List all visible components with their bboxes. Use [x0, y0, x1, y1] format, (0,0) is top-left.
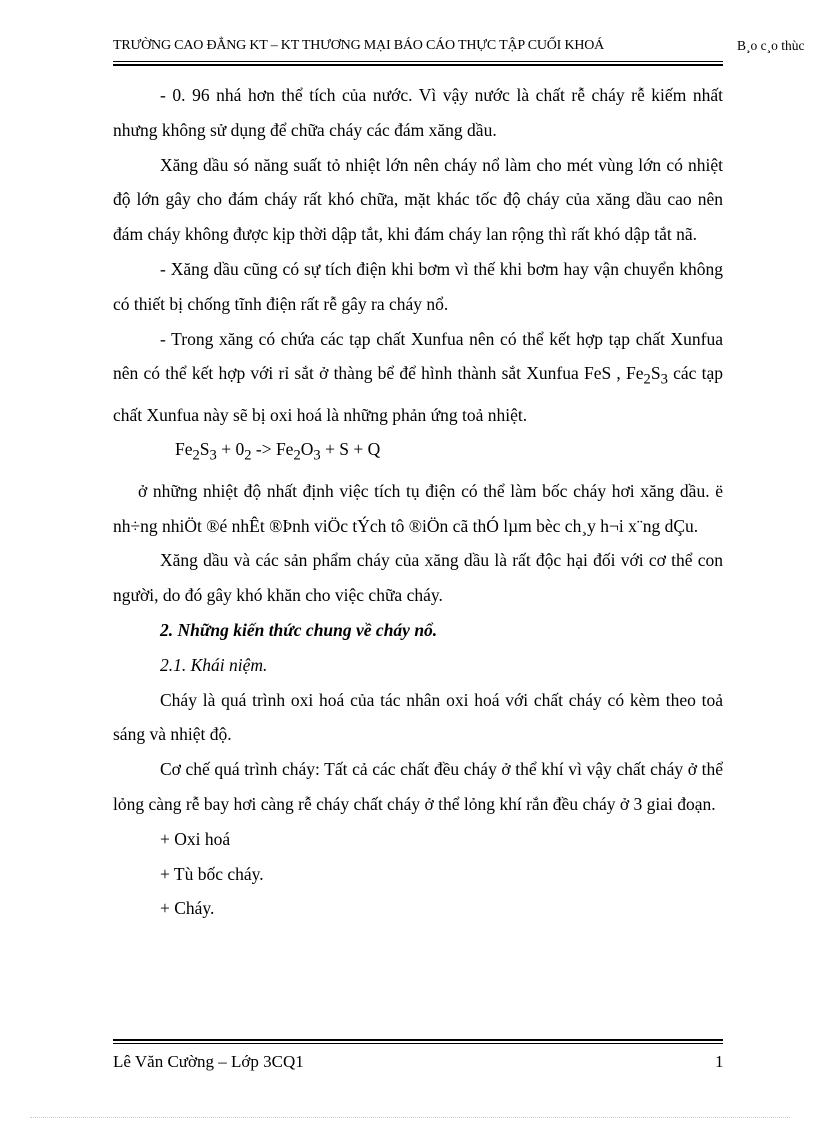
paragraph-8: Cơ chế quá trình cháy: Tất cả các chất đều cháy ở thể khí vì vậy chất cháy ở thể lỏng càng rễ bay hơi càng rễ cháy chất cháy ở thể lỏng khí rắn đều cháy ở 3 giai đoạn.	[113, 759, 723, 814]
footer-rule	[113, 1043, 723, 1044]
formula-sub: 2	[244, 447, 252, 464]
subsection-heading: 2.1. Khái niệm.	[160, 654, 268, 675]
formula-part: -> Fe	[251, 439, 294, 460]
chemical-formula	[113, 432, 723, 473]
page-number: 1	[715, 1052, 724, 1071]
formula-sub: 2	[192, 447, 200, 464]
list-item: + Cháy.	[160, 898, 215, 919]
formula-part: Fe	[175, 439, 193, 460]
formula-sub: 2	[293, 447, 301, 464]
header-rule	[113, 61, 723, 62]
p4-sub-2: 3	[660, 371, 668, 388]
formula-part: + 0	[216, 439, 245, 460]
paragraph-7: Cháy là quá trình oxi hoá của tác nhân oxi hoá với chất cháy có kèm theo toả sáng và nhiệt độ.	[113, 689, 723, 745]
document-body	[113, 78, 723, 926]
paragraph-4	[113, 322, 723, 433]
page-header	[113, 38, 816, 62]
paragraph-1: - 0. 96 nhá hơn thể tích của nước. Vì vậy nước là chất rễ cháy rễ kiếm nhất nhưng không sử dụng để chữa cháy các đám xăng dầu.	[113, 85, 723, 140]
list-item: + Tù bốc cháy.	[160, 863, 264, 884]
section-heading: 2. Những kiến thức chung về cháy nổ.	[160, 619, 438, 640]
header-title: TRƯỜNG CAO ĐẲNG KT – KT THƯƠNG MẠI BÁO CÁO THỰC TẬP CUỐI KHOÁ	[113, 38, 605, 53]
list-item: + Oxi hoá	[160, 828, 231, 849]
paragraph-3: - Xăng dầu cũng có sự tích điện khi bơm vì thế khi bơm hay vận chuyển không có thiết bị chống tĩnh điện rất rễ gây ra cháy nổ.	[113, 258, 723, 314]
paragraph-2: Xăng dầu só năng suất tỏ nhiệt lớn nên cháy nổ làm cho mét vùng lớn có nhiệt độ lớn gây cho đám cháy rất khó chữa, mặt khác tốc độ cháy của xăng dầu cao nên đám cháy không được kịp thời dập tắt, khi đám cháy lan rộng thì rất khó dập tắt nã.	[113, 154, 723, 245]
p4-sub-1: 2	[643, 371, 651, 388]
page-bottom-divider	[30, 1117, 790, 1118]
formula-sub: 3	[313, 447, 321, 464]
footer-author: Lê Văn Cường – Lớp 3CQ1	[113, 1052, 304, 1071]
paragraph-6: Xăng dầu và các sản phẩm cháy của xăng dầu là rất độc hại đối với cơ thể con người, do đó gây khó khăn cho việc chữa cháy.	[113, 550, 723, 606]
formula-part: O	[300, 439, 314, 460]
paragraph-5: ở những nhiệt độ nhất định việc tích tụ điện có thể làm bốc cháy hơi xăng dầu. ë nh÷ng nhiÖt ®é nhÊt ®Þnh viÖc tÝch tô ®iÖn cã thÓ lµm bèc ch¸y h¬i x¨ng dÇu.	[113, 480, 723, 536]
p4-tail: các tạp chất Xunfua này sẽ bị oxi hoá là những phản ứng toả nhiệt.	[113, 363, 724, 425]
formula-part: + S + Q	[320, 439, 381, 460]
p4-lead: - Trong xăng có chứa các tạp chất Xunfua nên có thể kết hợp tạp chất Xunfua nên có thể kết hợp với rỉ sắt ở thàng bể để hình thành sắt Xunfua FeS , Fe	[113, 328, 723, 384]
p4-mid: S	[650, 363, 661, 384]
header-rule-thick	[113, 64, 723, 66]
footer-rule-thick	[113, 1039, 723, 1041]
formula-sub: 3	[209, 447, 217, 464]
formula-part: S	[199, 439, 210, 460]
header-right-text: B¸o c¸o thùc	[737, 38, 805, 53]
